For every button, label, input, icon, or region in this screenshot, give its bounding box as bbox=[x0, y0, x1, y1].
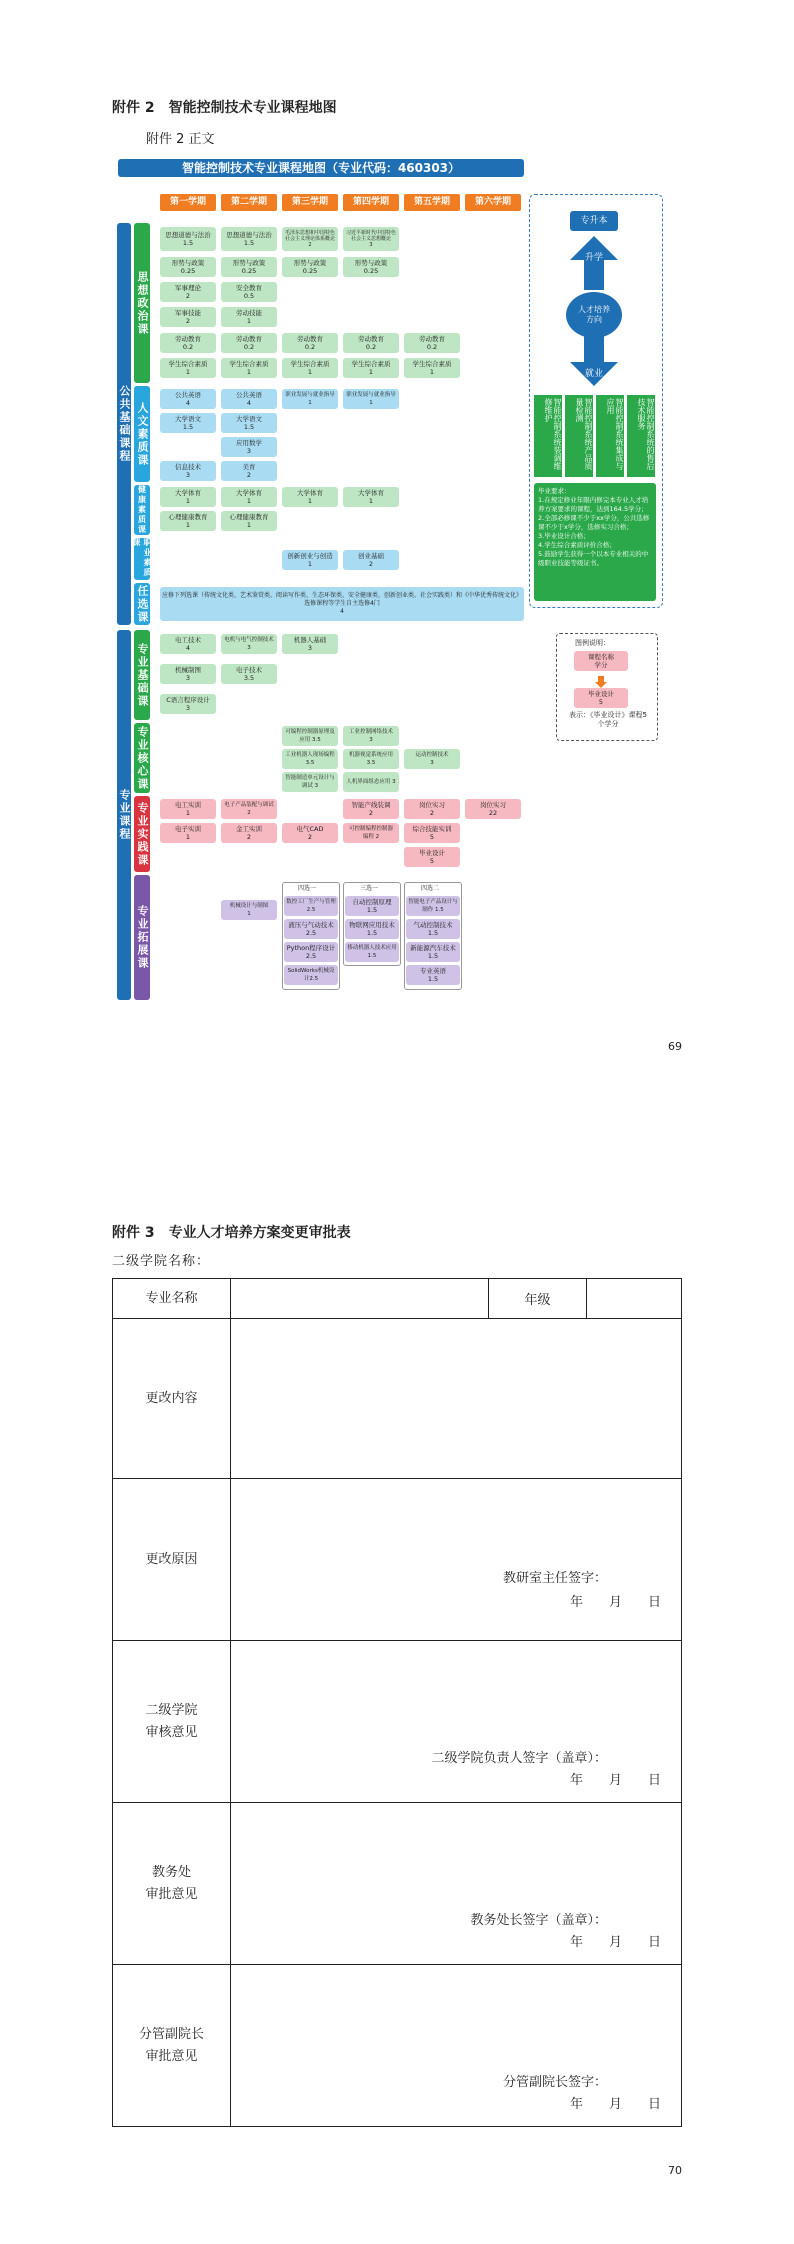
course-box: 大学语文 1.5 bbox=[160, 413, 216, 433]
course-box: 美育 2 bbox=[221, 461, 277, 481]
course-box: 新能源汽车技术 1.5 bbox=[406, 942, 460, 962]
graduation-requirements: 毕业要求： 1.在规定修业年限内修完本专业人才培养方案要求的课程，达到164.5学分； 2.全部必修课不少于xx学分，公共选修课不少于x学分，选修实习合格； 3.毕业设计合格； 4.学生综合素质评价合格； 5.鼓励学生获得一个以本专业相关的中级职业技能等级证书。 bbox=[534, 483, 656, 601]
course-box: 创业基础 2 bbox=[343, 550, 399, 570]
page2-heading: 附件 3 专业人才培养方案变更审批表 bbox=[112, 1225, 351, 1241]
subcategory-vocational: 职业素质课 bbox=[132, 538, 152, 578]
job-4: 智能控制系统的售后技术服务 bbox=[627, 395, 655, 477]
course-box: 大学体育 1 bbox=[282, 487, 338, 507]
course-box: 劳动教育 0.2 bbox=[404, 333, 460, 353]
job-2: 智能控制系统产品质量检测 bbox=[565, 395, 593, 477]
course-box: 应用数学 3 bbox=[221, 437, 277, 457]
course-box: 学生综合素质 1 bbox=[160, 358, 216, 378]
page1-heading: 附件 2 智能控制技术专业课程地图 bbox=[112, 100, 337, 116]
college-review-label: 二级学院 审核意见 bbox=[113, 1641, 231, 1803]
page1-subheading: 附件 2 正文 bbox=[146, 132, 215, 147]
date-line: 年 月 日 bbox=[569, 1595, 661, 1610]
subcategory-major-core: 专业核心课 bbox=[134, 723, 150, 793]
course-box: 运动控制技术 3 bbox=[404, 749, 460, 769]
path-up-label: 升学 bbox=[584, 253, 603, 263]
category-major: 专业课程 bbox=[117, 630, 131, 1000]
subcategory-extension: 专业拓展课 bbox=[134, 875, 150, 1000]
path-down-label: 就业 bbox=[584, 369, 603, 379]
course-box: 公共英语 4 bbox=[160, 389, 216, 409]
course-box: SolidWorks机械设计2.5 bbox=[284, 965, 338, 985]
course-box: 电子产品装配与调试 2 bbox=[221, 799, 277, 819]
course-box: 工业控制网络技术 3 bbox=[343, 726, 399, 746]
date-line: 年 月 日 bbox=[569, 2097, 661, 2112]
course-box: 自动控制原理 1.5 bbox=[345, 896, 399, 916]
course-box: 形势与政策 0.25 bbox=[282, 257, 338, 277]
approval-table bbox=[112, 1278, 682, 2127]
course-box: 安全教育 0.5 bbox=[221, 282, 277, 302]
course-box: 金工实训 2 bbox=[221, 823, 277, 843]
course-box: 大学体育 1 bbox=[160, 487, 216, 507]
date-line: 年 月 日 bbox=[569, 1773, 661, 1788]
course-box: 劳动教育 0.2 bbox=[160, 333, 216, 353]
path-top: 专升本 bbox=[570, 211, 618, 231]
legend-note: 表示：《毕业设计》课程5个学分 bbox=[569, 711, 647, 728]
semester-4: 第四学期 bbox=[343, 194, 399, 211]
change-content-field[interactable] bbox=[231, 1319, 682, 1479]
vp-review-field[interactable] bbox=[231, 1965, 682, 2127]
grade-label: 年级 bbox=[489, 1279, 587, 1319]
path-mid: 人才培养 方向 bbox=[566, 292, 622, 338]
course-box: 电子技术 3.5 bbox=[221, 664, 277, 684]
course-box: 思想道德与法治 1.5 bbox=[160, 227, 216, 251]
semester-6: 第六学期 bbox=[465, 194, 521, 211]
course-box: 智能电子产品设计与制作 1.5 bbox=[406, 896, 460, 916]
course-box: 形势与政策 0.25 bbox=[221, 257, 277, 277]
subcategory-ideology: 思想政治课 bbox=[134, 223, 150, 383]
course-box: 气动控制技术 1.5 bbox=[406, 919, 460, 939]
choose-label-2: 三选一 bbox=[360, 885, 379, 892]
college-name-label: 二级学院名称： bbox=[112, 1254, 211, 1269]
course-box: 公共英语 4 bbox=[221, 389, 277, 409]
job-1: 智能控制系统装调维修维护 bbox=[534, 395, 562, 477]
legend-sample-1: 课程名称 学分 bbox=[574, 651, 628, 671]
legend-title: 图例说明： bbox=[575, 639, 610, 647]
course-box: 机械制图 3 bbox=[160, 664, 216, 684]
course-box: 习近平新时代中国特色社会主义思想概论 3 bbox=[343, 227, 399, 251]
course-map-title: 智能控制技术专业课程地图（专业代码：460303） bbox=[118, 159, 524, 177]
semester-2: 第二学期 bbox=[221, 194, 277, 211]
course-box: 移动机器人技术应用 1.5 bbox=[345, 942, 399, 962]
semester-3: 第三学期 bbox=[282, 194, 338, 211]
category-public: 公共基础课程 bbox=[117, 223, 131, 625]
subcategory-major-basic: 专业基础课 bbox=[134, 630, 150, 720]
major-name-field[interactable] bbox=[231, 1279, 489, 1319]
course-box: 军事理论 2 bbox=[160, 282, 216, 302]
grade-field[interactable] bbox=[587, 1279, 682, 1319]
course-box: 大学语文 1.5 bbox=[221, 413, 277, 433]
course-box-elective: 应修下列选课（传统文化类、艺术鉴赏类、阅读写作类、生态环保类、安全健康类、创新创业类、社会实践类）和《中华优秀传统文化》选修课程等学生自主选修4门 4 bbox=[160, 587, 524, 621]
college-review-field[interactable] bbox=[231, 1641, 682, 1803]
course-box: 综合技能实训 5 bbox=[404, 823, 460, 843]
course-box: 电工实训 1 bbox=[160, 799, 216, 819]
course-box: 机器人基础 3 bbox=[282, 634, 338, 654]
course-box: 职业发展与就业指导 1 bbox=[282, 389, 338, 409]
course-box: 智能产线装调 2 bbox=[343, 799, 399, 819]
course-box: 毕业设计 5 bbox=[404, 847, 460, 867]
course-box: 专业英语 1.5 bbox=[406, 965, 460, 985]
course-box: 学生综合素质 1 bbox=[282, 358, 338, 378]
course-box: 电子实训 1 bbox=[160, 823, 216, 843]
director-signature-label: 教研室主任签字： bbox=[502, 1571, 607, 1586]
course-box: 物联网应用技术 1.5 bbox=[345, 919, 399, 939]
change-reason-field[interactable] bbox=[231, 1479, 682, 1641]
course-box: 数控工厂生产与管理 2.5 bbox=[284, 896, 338, 916]
course-box: 形势与政策 0.25 bbox=[160, 257, 216, 277]
course-box: 学生综合素质 1 bbox=[343, 358, 399, 378]
course-box: 思想道德与法治 1.5 bbox=[221, 227, 277, 251]
date-line: 年 月 日 bbox=[569, 1935, 661, 1950]
page-number-69: 69 bbox=[668, 1040, 682, 1053]
course-box: 可控制编程控制器 编程 2 bbox=[343, 823, 399, 843]
course-box: 创新创业与创造 1 bbox=[282, 550, 338, 570]
course-box: 机器视觉系统应用 3.5 bbox=[343, 749, 399, 769]
course-box: 劳动技能 1 bbox=[221, 307, 277, 327]
vp-review-label: 分管副院长 审批意见 bbox=[113, 1965, 231, 2127]
course-box: 电工技术 4 bbox=[160, 634, 216, 654]
course-box: 心理健康教育 1 bbox=[221, 511, 277, 531]
course-box: 可编程控制器原理及应用 3.5 bbox=[282, 726, 338, 746]
arrow-down-icon bbox=[595, 673, 607, 685]
course-box: 信息技术 3 bbox=[160, 461, 216, 481]
subcategory-humanities: 人文素质课 bbox=[134, 386, 150, 482]
course-box: 岗位实习 22 bbox=[465, 799, 521, 819]
course-box: 学生综合素质 1 bbox=[221, 358, 277, 378]
course-box: 液压与气动技术 2.5 bbox=[284, 919, 338, 939]
course-box: 形势与政策 0.25 bbox=[343, 257, 399, 277]
choose-label-1: 四选一 bbox=[298, 885, 317, 892]
course-box: 劳动教育 0.2 bbox=[221, 333, 277, 353]
subcategory-elective: 任选课 bbox=[136, 584, 149, 624]
course-box: 电机与电气控制技术 3 bbox=[221, 634, 277, 654]
subcategory-health: 健康素质课 bbox=[134, 485, 150, 535]
academic-review-field[interactable] bbox=[231, 1803, 682, 1965]
choose-label-3: 四选二 bbox=[421, 885, 440, 892]
course-box: 电气CAD 2 bbox=[282, 823, 338, 843]
semester-5: 第五学期 bbox=[404, 194, 460, 211]
course-box: Python程序设计 2.5 bbox=[284, 942, 338, 962]
course-box: 军事技能 2 bbox=[160, 307, 216, 327]
subcategory-practice: 专业实践课 bbox=[134, 796, 150, 872]
course-box: 机械设计与制图 1 bbox=[221, 900, 277, 920]
legend-sample-2: 毕业设计 5 bbox=[574, 688, 628, 708]
course-box: C语言程序设计 3 bbox=[160, 694, 216, 714]
course-box: 大学体育 1 bbox=[221, 487, 277, 507]
change-content-label: 更改内容 bbox=[113, 1319, 231, 1479]
course-box: 智能制造单元设计与调试 3 bbox=[282, 772, 338, 792]
course-box: 劳动教育 0.2 bbox=[343, 333, 399, 353]
course-box: 工业机器人现场编程 3.5 bbox=[282, 749, 338, 769]
semester-1: 第一学期 bbox=[160, 194, 216, 211]
course-box: 毛泽东思想和中国特色社会主义理论体系概论 2 bbox=[282, 227, 338, 251]
page-number-70: 70 bbox=[668, 2164, 682, 2177]
course-box: 学生综合素质 1 bbox=[404, 358, 460, 378]
course-box: 人机界面组态应用 3 bbox=[343, 772, 399, 792]
major-name-label: 专业名称 bbox=[113, 1279, 231, 1319]
course-box: 劳动教育 0.2 bbox=[282, 333, 338, 353]
course-box: 职业发展与就业指导 1 bbox=[343, 389, 399, 409]
vp-signature-label: 分管副院长签字： bbox=[502, 2075, 607, 2090]
job-3: 智能控制系统集成与应用 bbox=[596, 395, 624, 477]
college-signature-label: 二级学院负责人签字（盖章）： bbox=[431, 1751, 607, 1766]
course-box: 大学体育 1 bbox=[343, 487, 399, 507]
academic-review-label: 教务处 审批意见 bbox=[113, 1803, 231, 1965]
academic-signature-label: 教务处长签字（盖章）： bbox=[470, 1913, 607, 1928]
change-reason-label: 更改原因 bbox=[113, 1479, 231, 1641]
course-box: 岗位实习 2 bbox=[404, 799, 460, 819]
course-box: 心理健康教育 1 bbox=[160, 511, 216, 531]
